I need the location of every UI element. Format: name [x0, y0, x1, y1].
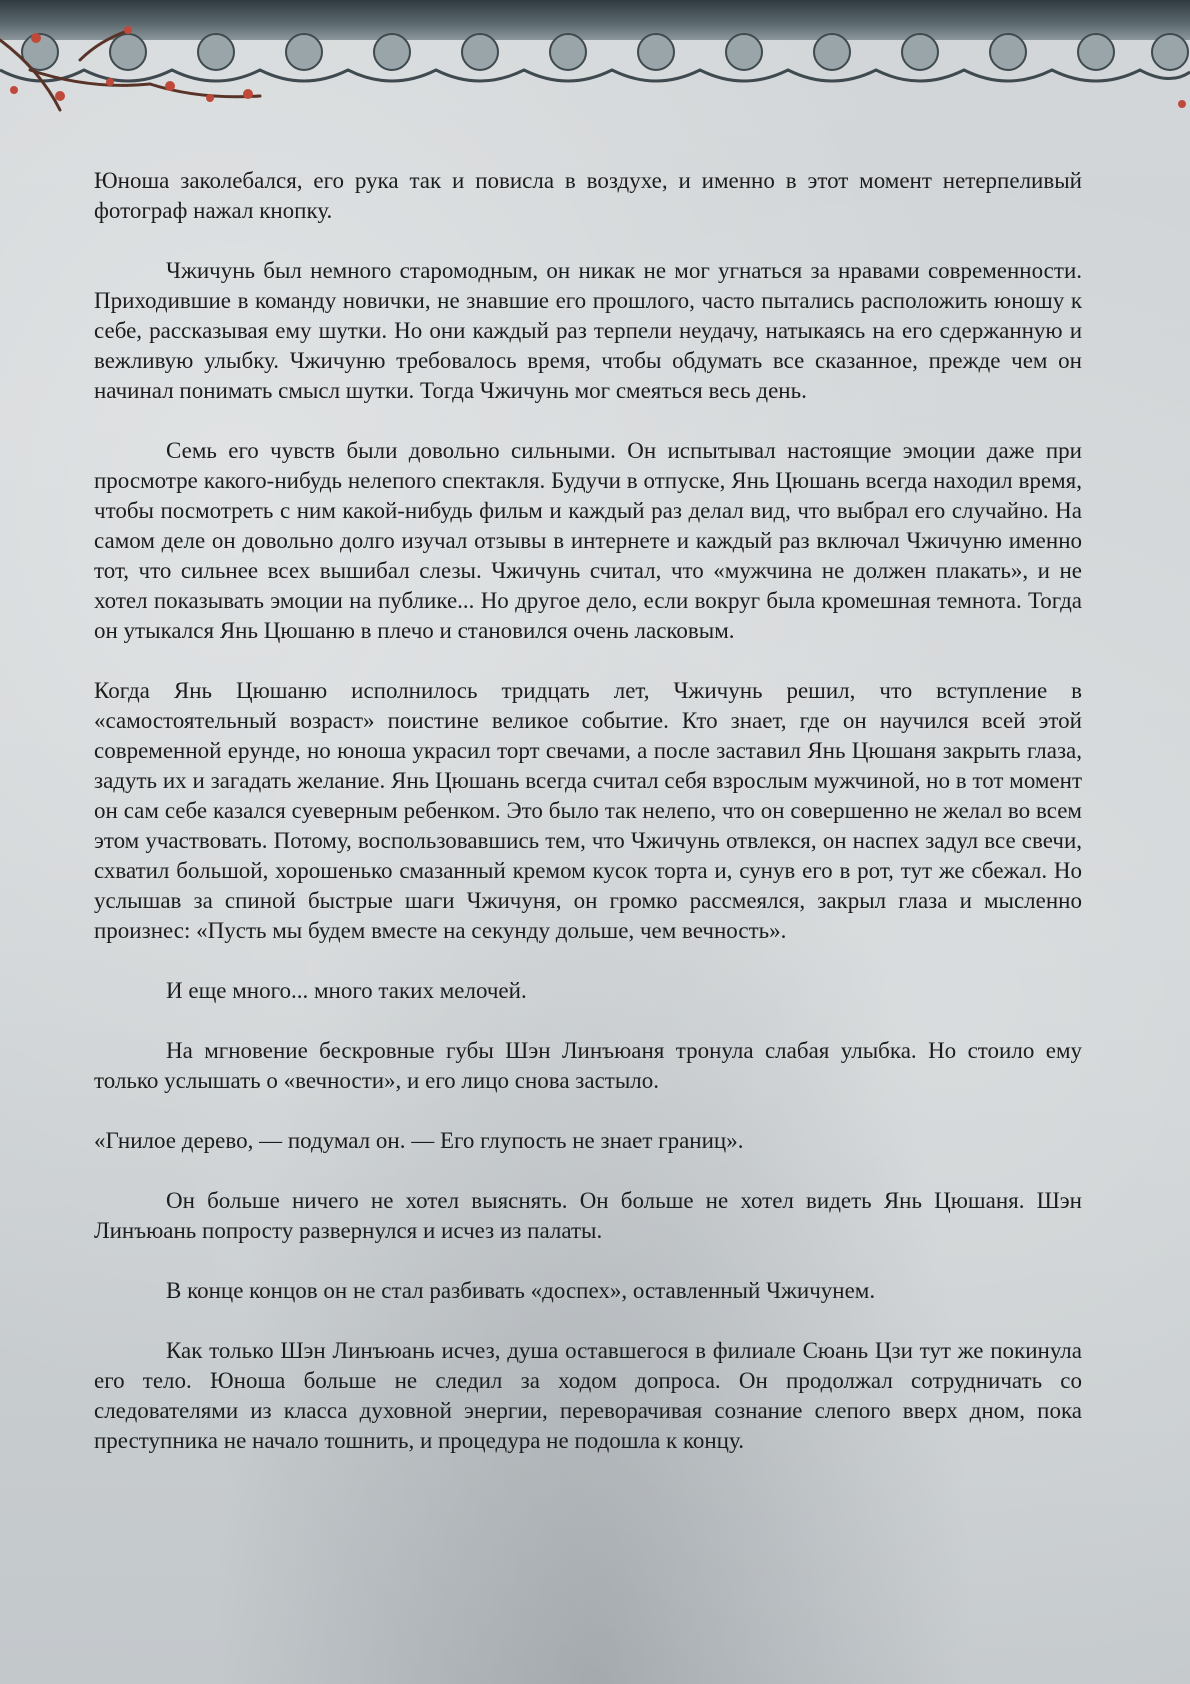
paragraph: В конце концов он не стал разбивать «доспех», оставленный Чжичунем.	[166, 1278, 876, 1303]
paragraph: Он больше ничего не хотел выяснять. Он больше не хотел видеть Янь Цюшаня. Шэн Линъюань попросту развернулся и исчез из палаты.	[94, 1188, 1082, 1243]
paragraph: «Гнилое дерево, — подумал он. — Его глупость не знает границ».	[94, 1128, 744, 1153]
document-body	[94, 166, 1082, 1456]
paragraph: Чжичунь был немного старомодным, он никак не мог угнаться за нравами современности. Приходившие в команду новички, не знавшие его прошлого, часто пытались расположить юношу к себе, рассказывая ему шутки. Но они каждый раз терпели неудачу, натыкаясь на его сдержанную и вежливую улыбку. Чжичуню требовалось время, чтобы обдумать все сказанное, прежде чем он начинал понимать смысл шутки. Тогда Чжичунь мог смеяться весь день.	[94, 258, 1082, 403]
paragraph: Как только Шэн Линъюань исчез, душа оставшегося в филиале Сюань Цзи тут же покинула его тело. Юноша больше не следил за ходом допроса. Он продолжал сотрудничать со следователями из класса духовной энергии, переворачивая сознание слепого вверх дном, пока преступника не начало тошнить, и процедура не подошла к концу.	[94, 1338, 1082, 1453]
paragraph: Семь его чувств были довольно сильными. Он испытывал настоящие эмоции даже при просмотре какого-нибудь нелепого спектакля. Будучи в отпуске, Янь Цюшань всегда находил время, чтобы посмотреть с ним какой-нибудь фильм и каждый раз делал вид, что выбрал его случайно. На самом деле он довольно долго изучал отзывы в интернете и каждый раз включал Чжичуню именно тот, что сильнее всех вышибал слезы. Чжичунь считал, что «мужчина не должен плакать», и не хотел показывать эмоции на публике... Но другое дело, если вокруг была кромешная темнота. Тогда он утыкался Янь Цюшаню в плечо и становился очень ласковым.	[94, 438, 1082, 643]
roof-tiles-decoration	[0, 0, 1190, 120]
paragraph: И еще много... много таких мелочей.	[166, 978, 527, 1003]
paragraph: Юноша заколебался, его рука так и повисла в воздухе, и именно в этот момент нетерпеливый фотограф нажал кнопку.	[94, 168, 1082, 223]
paragraph: Когда Янь Цюшаню исполнилось тридцать лет, Чжичунь решил, что вступление в «самостоятельный возраст» поистине великое событие. Кто знает, где он научился всей этой современной ерунде, но юноша украсил торт свечами, а после заставил Янь Цюшаня закрыть глаза, задуть их и загадать желание. Янь Цюшань всегда считал себя взрослым мужчиной, но в тот момент он сам себе казался суеверным ребенком. Это было так нелепо, что он совершенно не желал во всем этом участвовать. Потому, воспользовавшись тем, что Чжичунь отвлекся, он наспех задул все свечи, схватил большой, хорошенько смазанный кремом кусок торта и, сунув его в рот, тут же сбежал. Но услышав за спиной быстрые шаги Чжичуня, он громко рассмеялся, закрыл глаза и мысленно произнес: «Пусть мы будем вместе на секунду дольше, чем вечность».	[94, 678, 1082, 943]
paragraph: На мгновение бескровные губы Шэн Линъюаня тронула слабая улыбка. Но стоило ему только услышать о «вечности», и его лицо снова застыло.	[94, 1038, 1082, 1093]
